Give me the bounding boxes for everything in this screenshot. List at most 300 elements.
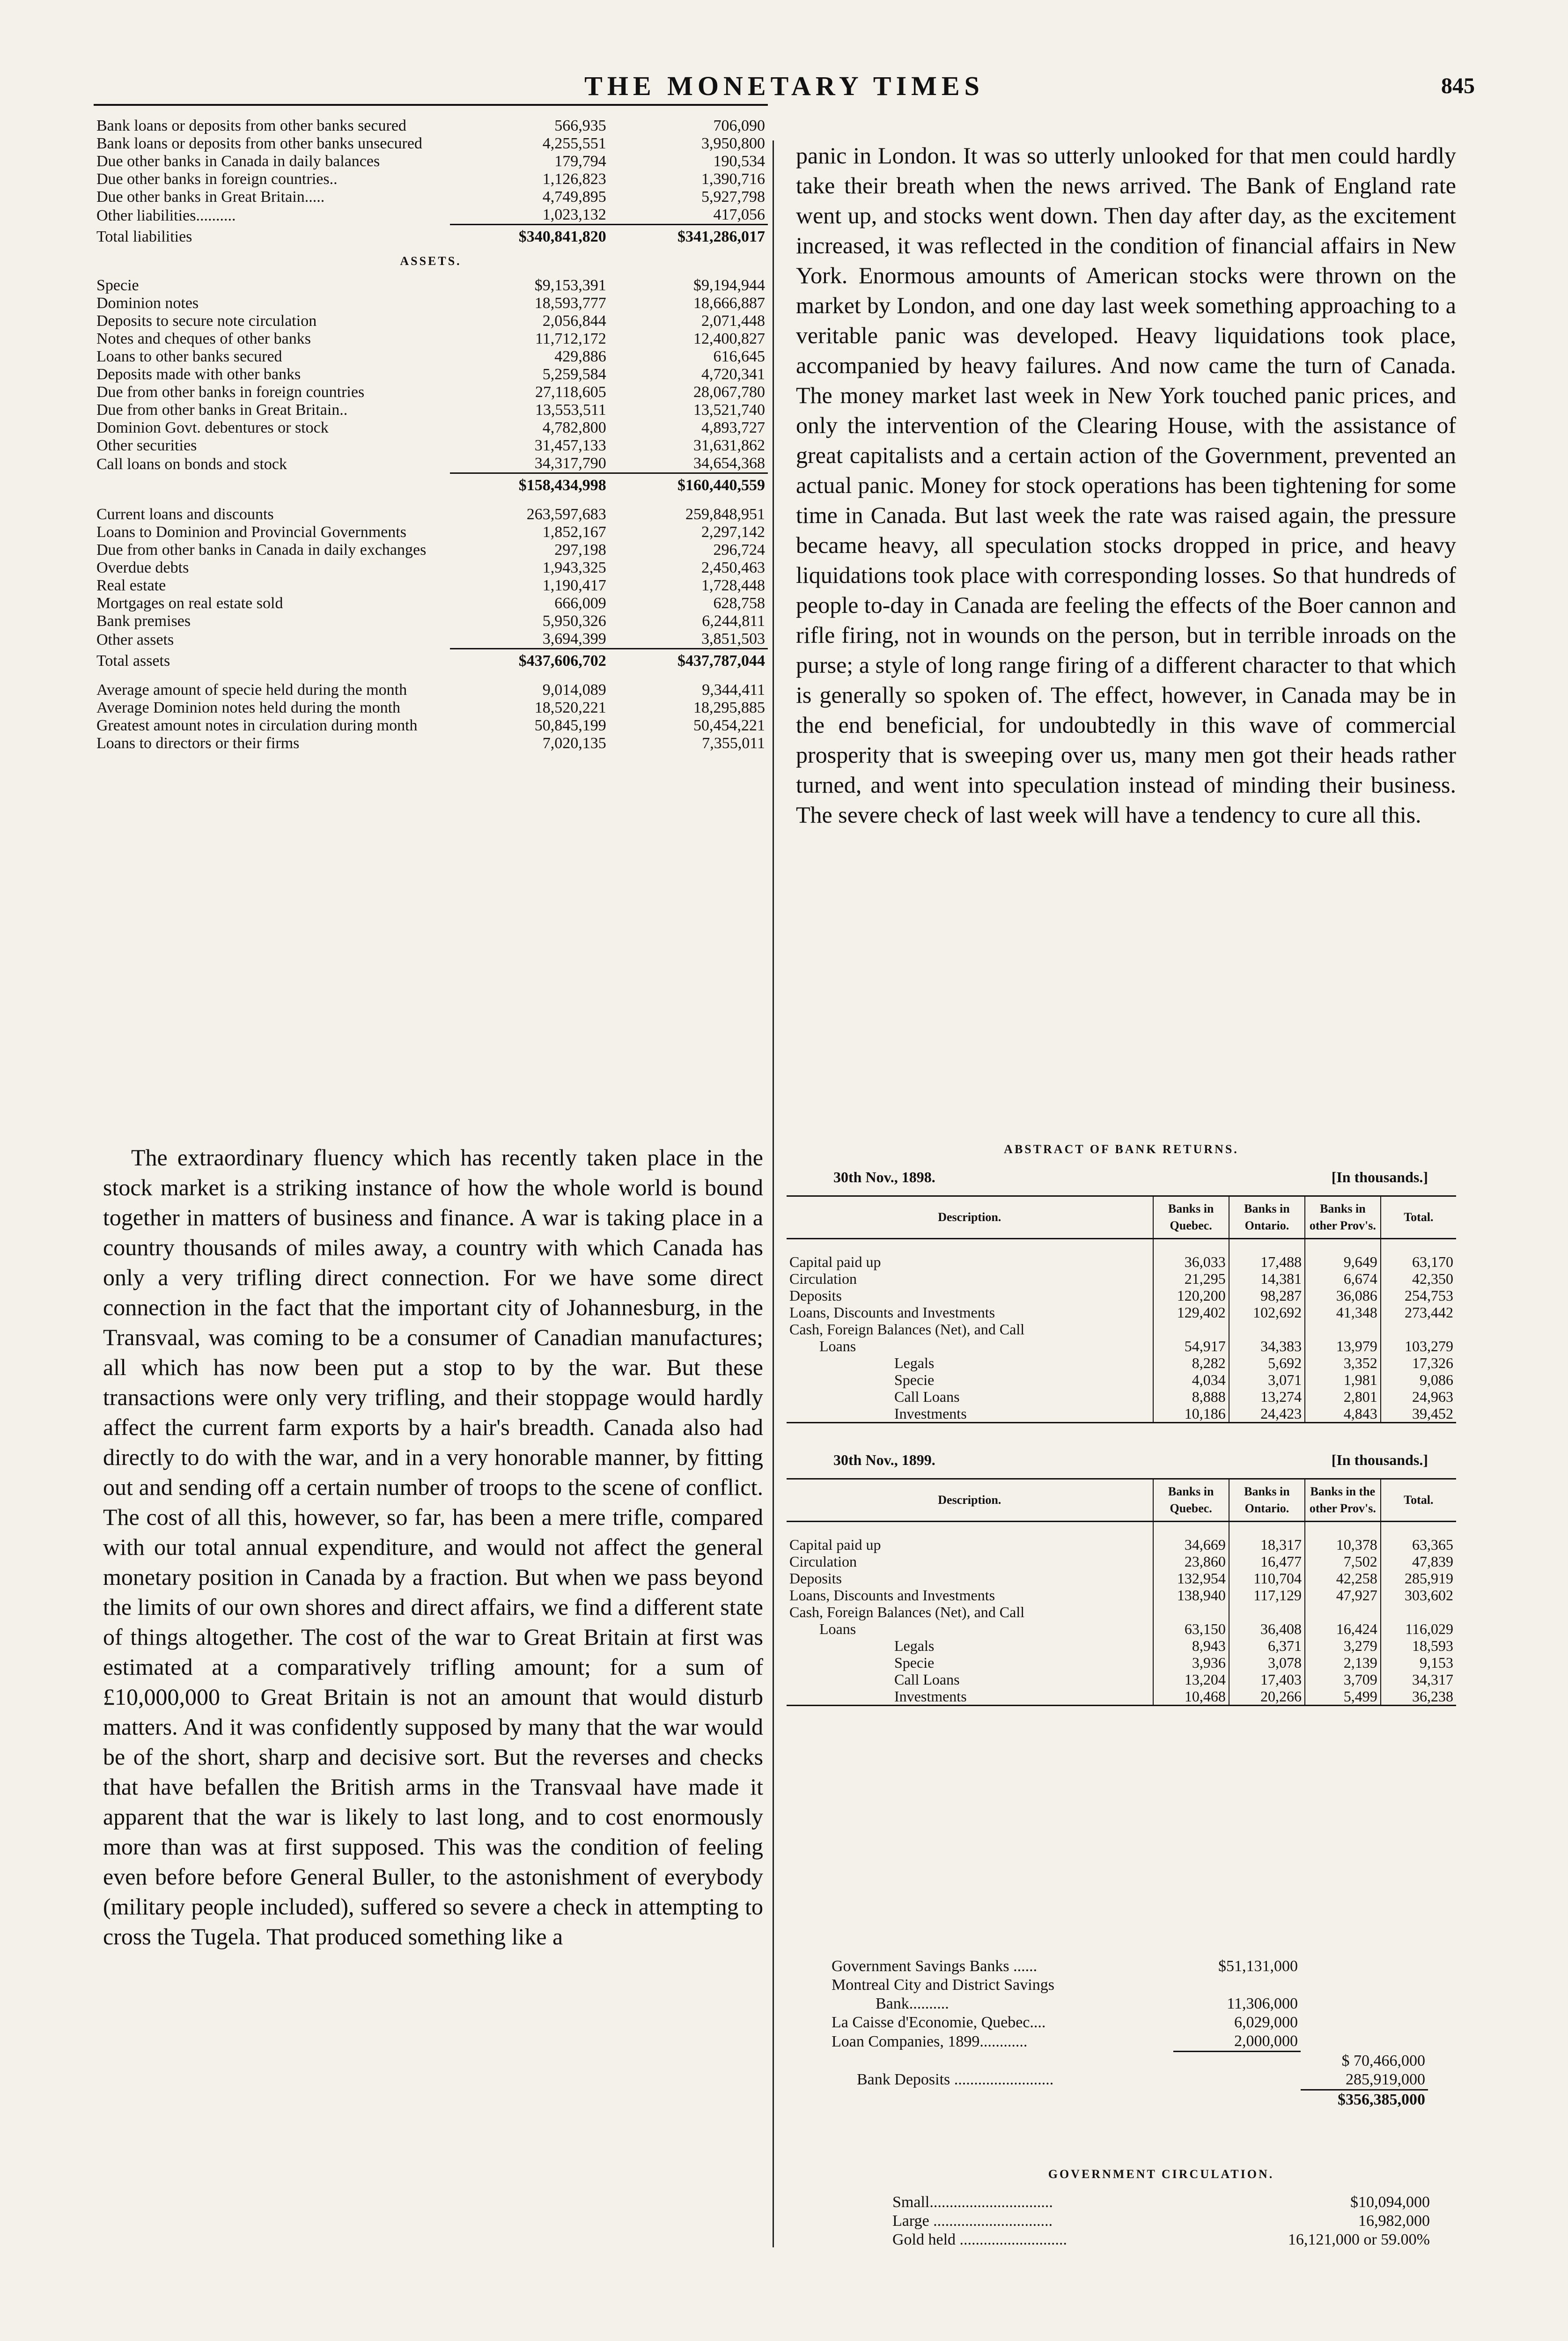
abstract-1898-header: Banks in other Prov's. [1305,1196,1381,1239]
liability-row [94,170,768,188]
savings-subtotal: $ 70,466,000 [1341,2052,1425,2069]
abstract-1898-label: Loans [819,1338,856,1355]
liability-1899: 706,090 [713,117,765,134]
total-assets-row [94,649,768,670]
abstract-1898-value: 9,649 [1305,1239,1381,1271]
abstract-1899-value: 7,502 [1305,1553,1381,1570]
abstract-1899-value: 13,204 [1153,1671,1229,1688]
abstract-1899-value: 36,238 [1381,1688,1456,1706]
abstract-1899-table [787,1478,1456,1706]
abstract-1899-row [787,1620,1456,1637]
abstract-1899-value: 20,266 [1229,1688,1305,1706]
abstract-1898-value: 10,186 [1153,1405,1229,1423]
abstract-1898-value: 4,034 [1153,1371,1229,1388]
gov-circulation-row [890,2231,1433,2249]
asset-1899: 18,666,887 [693,294,765,312]
abstract-1898-row [787,1321,1456,1338]
total-liabilities-row [94,225,768,246]
abstract-1899-label: Circulation [789,1553,857,1570]
abstract-1899-label: Legals [894,1637,935,1654]
abstract-1898-label: Specie [894,1371,935,1388]
savings-label: La Caisse d'Economie, Quebec.... [832,2014,1046,2031]
abstract-1899-row [787,1654,1456,1671]
gov-circulation-label: Large .............................. [892,2212,1053,2230]
abstract-1898-row [787,1239,1456,1271]
abstract-1899-value: 23,860 [1153,1553,1229,1570]
asset-label: Other securities [96,437,197,454]
abstract-1899-header: Banks in Ontario. [1229,1479,1305,1522]
abstract-1899-value: 16,477 [1229,1553,1305,1570]
abstract-1898-value: 13,274 [1229,1388,1305,1405]
asset-label: Dominion Govt. debentures or stock [96,419,329,436]
abstract-1899-value: 3,709 [1305,1671,1381,1688]
abstract-1898-value: 8,888 [1153,1388,1229,1405]
savings-row [829,2013,1428,2032]
asset-1898: 297,198 [554,541,606,559]
abstract-1898-value: 2,801 [1305,1388,1381,1405]
abstract-1898-value: 36,033 [1153,1239,1229,1271]
abstract-1898-row [787,1371,1456,1388]
average-1898: 18,520,221 [534,699,606,716]
asset-row [94,577,768,595]
gov-circulation-title: GOVERNMENT CIRCULATION. [1048,2167,1274,2181]
abstract-1898-value [1153,1321,1229,1338]
liability-label: Other liabilities.......... [96,206,236,224]
abstract-1899-value: 63,365 [1381,1522,1456,1553]
asset-label: Specie [96,277,139,294]
total-liabilities-1899: $341,286,017 [609,225,768,246]
abstract-1898-meta [787,1169,1456,1186]
gov-circulation-row [890,2212,1433,2231]
bank-statement [94,117,768,752]
asset-1899: 4,893,727 [701,419,765,436]
abstract-1899-value: 17,403 [1229,1671,1305,1688]
asset-label: Deposits to secure note circulation [96,312,317,330]
bank-deposits-label: Bank Deposits ......................... [857,2071,1054,2089]
government-circulation [890,2149,1433,2249]
liability-1898: 1,023,132 [542,206,606,223]
abstract-1898-value: 4,843 [1305,1405,1381,1423]
average-label: Average Dominion notes held during the month [96,699,401,716]
average-1899: 50,454,221 [693,717,765,734]
abstract-1898-value: 13,979 [1305,1338,1381,1355]
asset-label: Mortgages on real estate sold [96,595,283,612]
average-label: Greatest amount notes in circulation during month [96,717,418,734]
asset-1898: 5,950,326 [542,612,606,630]
abstract-1898-value: 39,452 [1381,1405,1456,1423]
asset-row [94,312,768,330]
asset-1898: 1,943,325 [542,559,606,576]
liability-row [94,153,768,170]
abstract-1899-value [1229,1604,1305,1620]
abstract-1898-row [787,1304,1456,1321]
abstract-1899-meta [787,1451,1456,1469]
abstract-1899-value: 34,669 [1153,1522,1229,1553]
asset-1898: 429,886 [554,348,606,365]
liability-1898: 179,794 [554,153,606,170]
abstract-1898-value [1305,1321,1381,1338]
asset-1898: 34,317,790 [534,455,606,472]
abstract-1899-value: 132,954 [1153,1570,1229,1587]
abstract-1899-label: Capital paid up [789,1536,881,1553]
abstract-1898-header: Total. [1381,1196,1456,1239]
asset-row [94,419,768,437]
average-1898: 9,014,089 [542,681,606,699]
savings-value: 11,306,000 [1227,1995,1298,2012]
abstract-1898-label: Legals [894,1355,935,1371]
savings-row [829,1957,1428,1976]
savings-label: Loan Companies, 1899............ [832,2032,1028,2050]
abstract-1898-header: Banks in Ontario. [1229,1196,1305,1239]
abstract-1898-date: 30th Nov., 1898. [833,1169,935,1185]
asset-label: Other assets [96,631,174,648]
abstract-1899-row [787,1671,1456,1688]
abstract-1898-units: [In thousands.] [1331,1169,1428,1185]
abstract-1898-value: 103,279 [1381,1338,1456,1355]
abstract-1899-date: 30th Nov., 1899. [833,1451,935,1468]
abstract-1898-row [787,1355,1456,1371]
abstract-1898-value: 273,442 [1381,1304,1456,1321]
gov-circulation-label: Gold held ........................... [892,2231,1067,2248]
abstract-1899-row [787,1553,1456,1570]
liability-1899: 5,927,798 [701,188,765,206]
gov-circulation-row [890,2193,1433,2212]
savings-total [1301,1976,1428,1995]
asset-row [94,401,768,419]
asset-1898: 3,694,399 [542,630,606,648]
asset-row [94,330,768,348]
abstract-1899-value [1153,1604,1229,1620]
asset-row [94,612,768,630]
asset-row [94,559,768,577]
gov-circulation-label: Small............................... [892,2194,1053,2211]
left-article-text: The extraordinary fluency which has recently taken place in the stock market is a striking instance of how the whole world is bound together in matters of business and finance. A war is taking place in a country thousands of miles away, a country with which Canada has only a very trifling direct connection. For we have some direct connection in the fact that the important city of Johannesburg, in the Transvaal, was coming to be a consumer of Canadian manufactures; all which has now been put a stop to by the war. But these transactions were only very trifling, and their stoppage would hardly affect the current farm exports by a hair's breadth. Canada also had directly to do with the war, and in a very honorable manner, by fitting out and sending off a certain number of troops to the scene of conflict. The cost of all this, however, so far, has been a mere trifle, compared with our total annual expenditure, and would not affect the general monetary position in Canada by a fraction. But when we pass beyond the limits of our own shores and direct affairs, we find a different state of things altogether. The cost of the war to Great Britain at first was estimated at a comparatively trifling amount; for a sum of £10,000,000 to Great Britain is not an amount that would disturb matters. And it was confidently supposed by many that the war would be of the short, sharp and decisive sort. But the reverses and checks that have befallen the British arms in the Transvaal have made it apparent that the war is likely to last long, and to cost enormously more than was at first supposed. This was the condition of feeling even before before General Buller, to the astonishment of everybody (military people included), suffered so severe a check in attempting to cross the Tugela. That produced something like a [103,1144,763,1950]
abstract-1898-value: 24,423 [1229,1405,1305,1423]
abstract-title: ABSTRACT OF BANK RETURNS. [1004,1142,1239,1156]
asset-label: Call loans on bonds and stock [96,455,287,473]
abstract-1899-row [787,1688,1456,1706]
abstract-1898-value: 54,917 [1153,1338,1229,1355]
liability-row [94,117,768,135]
abstract-1899-label: Specie [894,1654,935,1671]
average-1899: 7,355,011 [702,735,765,752]
abstract-1899-value: 303,602 [1381,1587,1456,1604]
abstract-1899-value: 117,129 [1229,1587,1305,1604]
abstract-1898-value: 21,295 [1153,1270,1229,1287]
assets-subtotal-1898: $158,434,998 [450,473,609,495]
abstract-1898-value: 3,352 [1305,1355,1381,1371]
abstract-1898-value: 17,326 [1381,1355,1456,1371]
liability-row [94,188,768,206]
asset-1898: $9,153,391 [534,277,606,294]
savings-total [1301,1995,1428,2013]
average-1898: 50,845,199 [534,717,606,734]
average-row [94,717,768,735]
abstract-1898-value: 1,981 [1305,1371,1381,1388]
asset-label: Due from other banks in Canada in daily exchanges [96,541,427,559]
abstract-1899-value [1381,1604,1456,1620]
asset-label: Notes and cheques of other banks [96,330,311,347]
gov-circulation-table [890,2193,1433,2249]
abstract-1898-label: Circulation [789,1270,857,1287]
average-1898: 7,020,135 [542,735,606,752]
asset-1899: $9,194,944 [693,277,765,294]
abstract-1899-row [787,1604,1456,1620]
abstract-bank-returns [787,1142,1456,1734]
abstract-1899-value: 47,927 [1305,1587,1381,1604]
savings-value: 2,000,000 [1234,2032,1298,2050]
right-article-text: panic in London. It was so utterly unlooked for that men could hardly take their breath when the news arrived. The Bank of England rate went up, and stocks went down. Then day after day, as the excitement increased, it was reflected in the condition of financial affairs in New York. Enormous amounts of American stocks were thrown on the market by London, and one day last week something approaching to a veritable panic was developed. Heavy liquidations took place, accompanied by heavy failures. And now came the turn of Canada. The money market last week in New York touched panic prices, and only the intervention of the Clearing House, with the assistance of great capitalists and a certain action of the Government, prevented an actual panic. Money for stock operations has been tightening for some time in Canada. But last week the rate was raised again, the pressure became heavy, all speculation stocks dropped in price, and heavy liquidations took place with corresponding losses. So that hundreds of people to-day in Canada are feeling the effects of the Boer cannon and rifle firing, not in wounds on the person, but in terrible inroads on the purse; a style of long range firing of a different character to that which is generally so spoken of. The effect, however, in Canada may be in the end beneficial, for undoubtedly in this wave of commercial prosperity that is sweeping over us, many men got their heads rather turned, and went into speculation instead of minding their business. The severe check of last week will have a tendency to cure all this. [796,142,1456,828]
average-row [94,735,768,752]
liability-label: Bank loans or deposits from other banks secured [96,117,406,134]
asset-1898: 263,597,683 [526,506,606,523]
abstract-1898-table [787,1195,1456,1423]
abstract-1899-header: Banks in the other Prov's. [1305,1479,1381,1522]
asset-row [94,277,768,294]
savings-value: $51,131,000 [1218,1958,1298,1975]
liability-1899: 1,390,716 [701,170,765,188]
asset-1898: 11,712,172 [535,330,606,347]
page-header [94,70,1475,103]
savings-summary [829,1957,1428,2109]
asset-label: Due from other banks in foreign countries [96,383,365,401]
average-1899: 9,344,411 [702,681,765,699]
total-assets-1898: $437,606,702 [450,649,609,670]
asset-1899: 34,654,368 [693,455,765,472]
abstract-1898-row [787,1388,1456,1405]
total-liabilities-label: Total liabilities [96,228,192,245]
abstract-1898-value: 120,200 [1153,1287,1229,1304]
abstract-1899-value: 3,936 [1153,1654,1229,1671]
abstract-1898-value [1229,1321,1305,1338]
abstract-1899-value [1305,1604,1381,1620]
asset-label: Loans to other banks secured [96,348,282,365]
bank-deposits-value: 285,919,000 [1346,2070,1425,2088]
assets-heading: ASSETS. [400,254,462,268]
abstract-1898-value: 102,692 [1229,1304,1305,1321]
savings-total [1301,2032,1428,2052]
abstract-1899-units: [In thousands.] [1331,1451,1428,1468]
asset-1898: 666,009 [554,595,606,612]
average-row [94,681,768,699]
abstract-1898-label: Capital paid up [789,1253,881,1270]
asset-1899: 31,631,862 [693,437,765,454]
asset-1898: 18,593,777 [534,294,606,312]
left-article [103,1142,763,1951]
abstract-1899-label: Call Loans [894,1671,960,1688]
page-number: 845 [1441,74,1475,98]
asset-1899: 628,758 [713,595,765,612]
abstract-1898-value: 41,348 [1305,1304,1381,1321]
abstract-1899-value: 18,593 [1381,1637,1456,1654]
abstract-1899-value: 3,279 [1305,1637,1381,1654]
asset-1899: 28,067,780 [693,383,765,401]
abstract-1898-value: 17,488 [1229,1239,1305,1271]
abstract-1899-value: 110,704 [1229,1570,1305,1587]
savings-value: 6,029,000 [1234,2014,1298,2031]
gov-circulation-value: $10,094,000 [1350,2194,1430,2211]
abstract-1899-label: Cash, Foreign Balances (Net), and Call [789,1604,1025,1620]
abstract-1898-value: 42,350 [1381,1270,1456,1287]
average-label: Average amount of specie held during the month [96,681,407,699]
asset-row [94,348,768,366]
savings-value [1173,1976,1301,1995]
abstract-1899-value: 116,029 [1381,1620,1456,1637]
asset-1898: 27,118,605 [535,383,606,401]
liability-1898: 1,126,823 [542,170,606,188]
column-divider [773,140,774,2247]
assets-subtotal-1899: $160,440,559 [609,473,768,495]
asset-row [94,366,768,383]
asset-1899: 6,244,811 [702,612,765,630]
abstract-1898-label: Loans, Discounts and Investments [789,1304,995,1321]
abstract-1899-value: 47,839 [1381,1553,1456,1570]
liability-label: Due other banks in Canada in daily balances [96,153,380,170]
asset-1898: 13,553,511 [535,401,606,419]
abstract-1899-value: 36,408 [1229,1620,1305,1637]
asset-row [94,523,768,541]
abstract-1899-label: Loans, Discounts and Investments [789,1587,995,1604]
abstract-1898-label: Deposits [789,1287,842,1304]
abstract-1899-value: 138,940 [1153,1587,1229,1604]
bank-deposits-row [829,2070,1428,2090]
abstract-1899-value: 34,317 [1381,1671,1456,1688]
abstract-1899-value: 285,919 [1381,1570,1456,1587]
header-rule [94,104,768,106]
abstract-1898-value: 98,287 [1229,1287,1305,1304]
asset-label: Bank premises [96,612,191,630]
statement-table [94,117,768,752]
liability-label: Due other banks in foreign countries.. [96,170,338,188]
savings-label: Montreal City and District Savings [832,1976,1054,1994]
asset-1898: 4,782,800 [542,419,606,436]
asset-row [94,294,768,312]
abstract-1899-value: 16,424 [1305,1620,1381,1637]
total-assets-1899: $437,787,044 [609,649,768,670]
abstract-1899-label: Investments [787,1688,1153,1706]
liability-1898: 566,935 [554,117,606,134]
asset-label: Dominion notes [96,294,199,312]
total-liabilities-1898: $340,841,820 [450,225,609,246]
asset-1898: 31,457,133 [534,437,606,454]
asset-label: Overdue debts [96,559,189,576]
abstract-1898-value: 6,674 [1305,1270,1381,1287]
abstract-1899-value: 2,139 [1305,1654,1381,1671]
asset-1899: 259,848,951 [685,506,765,523]
abstract-1899-value: 9,153 [1381,1654,1456,1671]
asset-label: Current loans and discounts [96,506,274,523]
asset-label: Deposits made with other banks [96,366,301,383]
savings-label: Government Savings Banks ...... [832,1958,1038,1975]
abstract-1898-label: Investments [787,1405,1153,1423]
savings-row [829,1995,1428,2013]
abstract-1898-value [1381,1321,1456,1338]
asset-label: Real estate [96,577,166,594]
abstract-1898-row [787,1270,1456,1287]
asset-1899: 12,400,827 [693,330,765,347]
publication-title: THE MONETARY TIMES [584,71,984,101]
asset-row [94,595,768,612]
abstract-1899-header: Total. [1381,1479,1456,1522]
abstract-1898-value: 14,381 [1229,1270,1305,1287]
abstract-1898-value: 8,282 [1153,1355,1229,1371]
abstract-1898-value: 9,086 [1381,1371,1456,1388]
abstract-1899-row [787,1522,1456,1553]
asset-label: Due from other banks in Great Britain.. [96,401,348,419]
liability-label: Bank loans or deposits from other banks unsecured [96,135,422,152]
asset-1898: 1,852,167 [542,523,606,541]
abstract-1898-row [787,1338,1456,1355]
asset-row [94,630,768,649]
savings-subtotal-row [829,2052,1428,2070]
liability-label: Due other banks in Great Britain..... [96,188,325,206]
asset-label: Loans to Dominion and Provincial Governments [96,523,406,541]
abstract-1898-row [787,1287,1456,1304]
savings-total [1301,2013,1428,2032]
asset-1898: 2,056,844 [542,312,606,330]
abstract-1899-row [787,1570,1456,1587]
savings-row [829,1976,1428,1995]
savings-grand-total: $356,385,000 [1301,2090,1428,2109]
asset-1898: 1,190,417 [542,577,606,594]
liability-1899: 190,534 [713,153,765,170]
asset-row [94,437,768,455]
asset-row [94,455,768,473]
abstract-1899-value: 63,150 [1153,1620,1229,1637]
abstract-1899-value: 18,317 [1229,1522,1305,1553]
abstract-1899-value: 42,258 [1305,1570,1381,1587]
abstract-1898-header: Description. [787,1196,1153,1239]
asset-1899: 2,071,448 [701,312,765,330]
abstract-1899-value: 6,371 [1229,1637,1305,1654]
asset-row [94,506,768,523]
abstract-1899-value: 10,378 [1305,1522,1381,1553]
liability-row [94,135,768,153]
abstract-1898-value: 24,963 [1381,1388,1456,1405]
abstract-1899-value: 10,468 [1153,1688,1229,1706]
savings-label: Bank.......... [876,1995,949,2012]
asset-row [94,541,768,559]
abstract-1898-label: Call Loans [894,1388,960,1405]
abstract-1898-value: 63,170 [1381,1239,1456,1271]
asset-1899: 3,851,503 [701,630,765,648]
asset-1899: 2,450,463 [701,559,765,576]
abstract-1898-header: Banks in Quebec. [1153,1196,1229,1239]
abstract-1898-row [787,1405,1456,1423]
asset-1899: 1,728,448 [701,577,765,594]
abstract-1898-value: 129,402 [1153,1304,1229,1321]
abstract-1899-value: 5,499 [1305,1688,1381,1706]
gov-circulation-value: 16,982,000 [1358,2212,1430,2230]
savings-total [1301,1957,1428,1976]
gov-circulation-value: 16,121,000 or 59.00% [1288,2231,1430,2248]
right-article [796,140,1456,830]
abstract-1898-value: 5,692 [1229,1355,1305,1371]
abstract-1898-value: 3,071 [1229,1371,1305,1388]
liability-row [94,206,768,225]
abstract-1899-header: Description. [787,1479,1153,1522]
savings-table [829,1957,1428,2109]
abstract-1899-value: 8,943 [1153,1637,1229,1654]
asset-1899: 296,724 [713,541,765,559]
liability-1899: 417,056 [713,206,765,223]
abstract-1899-row [787,1637,1456,1654]
asset-1899: 2,297,142 [701,523,765,541]
abstract-1899-row [787,1587,1456,1604]
liability-1898: 4,255,551 [542,135,606,152]
total-assets-label: Total assets [96,652,170,670]
average-label: Loans to directors or their firms [96,735,300,752]
